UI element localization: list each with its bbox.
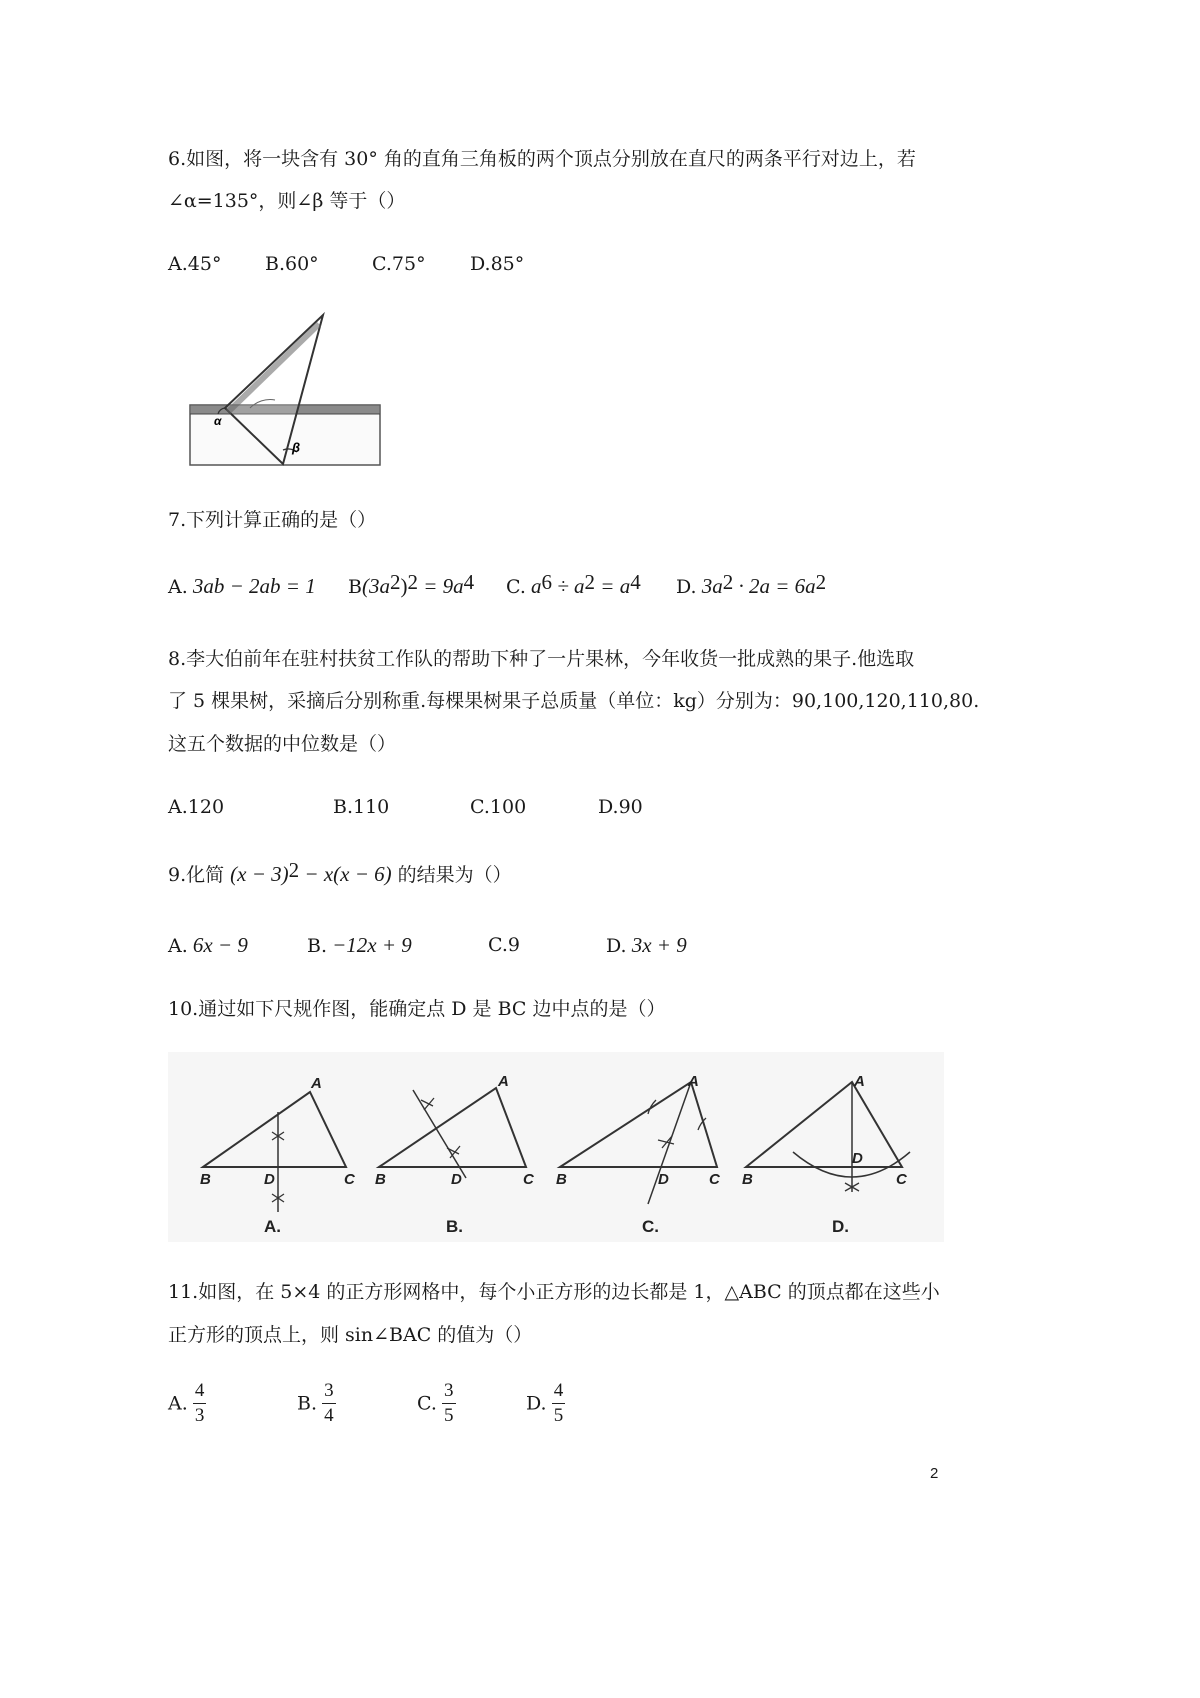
q11-option-d-label: D. xyxy=(526,1392,547,1415)
fig-d-point-b: B xyxy=(742,1171,753,1188)
q11-option-d-fraction xyxy=(552,1379,566,1428)
fig-caption-b: B. xyxy=(446,1217,463,1236)
q6-ruler-triangle-figure xyxy=(180,300,390,475)
q7-option-a xyxy=(168,574,316,599)
fig-b-point-d: D xyxy=(451,1171,462,1188)
q6-option-a: A.45° xyxy=(168,253,222,275)
q8-stem-line2: 了 5 棵果树，采摘后分别称重.每棵果树果子总质量（单位：kg）分别为：90,100,120,110,80. xyxy=(168,690,980,712)
q6-option-d: D.85° xyxy=(470,253,525,275)
q7-option-d xyxy=(676,570,827,599)
fig-a-point-a: A xyxy=(311,1075,322,1092)
q11-option-a-num: 4 xyxy=(193,1379,207,1404)
q8-stem-line3: 这五个数据的中位数是（） xyxy=(168,733,397,755)
q7-option-b-label: B xyxy=(348,576,362,598)
q9-option-d-expr: 3x + 9 xyxy=(631,933,687,957)
q6-stem-line2: ∠α=135°，则∠β 等于（） xyxy=(168,190,406,212)
q11-option-b xyxy=(297,1379,336,1428)
q8-option-c: C.100 xyxy=(470,796,527,818)
q9-expr-b: − x(x − 6) xyxy=(299,862,392,886)
q7-option-b-mid: ) xyxy=(400,574,408,598)
q11-stem-line2: 正方形的顶点上，则 sin∠BAC 的值为（） xyxy=(168,1324,533,1346)
q11-option-a xyxy=(168,1379,206,1428)
q6-option-b: B.60° xyxy=(265,253,319,275)
q9-option-b-expr: −12x + 9 xyxy=(332,933,412,957)
fig-d-point-a: A xyxy=(854,1073,865,1090)
q8-option-d: D.90 xyxy=(598,796,643,818)
q11-option-d xyxy=(526,1379,565,1428)
q7-option-b-exp2: 2 xyxy=(407,570,418,594)
q11-option-d-den: 5 xyxy=(553,1405,564,1426)
fig-a-point-d: D xyxy=(264,1171,275,1188)
q7-option-b-rhs: = 9a xyxy=(417,574,464,598)
q9-expr-exp: 2 xyxy=(288,858,300,882)
q11-option-c xyxy=(417,1379,456,1428)
page-number: 2 xyxy=(930,1465,939,1482)
q7-option-c-label: C. xyxy=(506,576,526,598)
fig-a-point-b: B xyxy=(200,1171,211,1188)
q11-option-c-num: 3 xyxy=(442,1379,456,1404)
fig-c-point-c: C xyxy=(709,1171,720,1188)
q9-stem xyxy=(168,858,512,887)
q7-option-b-exp3: 4 xyxy=(463,570,475,594)
q9-option-c-expr: 9 xyxy=(507,934,520,956)
q7-option-d-mid: · 2a = 6a xyxy=(733,574,816,598)
q11-option-b-num: 3 xyxy=(322,1379,336,1404)
q7-option-d-a: 3a xyxy=(701,574,723,598)
q7-option-c xyxy=(506,570,641,599)
q7-option-b-exp1: 2 xyxy=(389,570,401,594)
q7-option-d-e2: 2 xyxy=(815,570,827,594)
q11-stem-line1: 11.如图，在 5×4 的正方形网格中，每个小正方形的边长都是 1，△ABC 的顶点都在这些小 xyxy=(168,1281,940,1303)
q6-stem-line1: 6.如图，将一块含有 30° 角的直角三角板的两个顶点分别放在直尺的两条平行对边上，若 xyxy=(168,148,916,170)
q11-option-b-fraction xyxy=(322,1379,336,1428)
q9-option-b xyxy=(307,933,412,958)
q7-option-a-label: A. xyxy=(168,576,188,598)
q10-stem: 10.通过如下尺规作图，能确定点 D 是 BC 边中点的是（） xyxy=(168,998,666,1020)
fig-b-point-c: C xyxy=(523,1171,534,1188)
q11-option-c-fraction xyxy=(442,1379,456,1428)
q11-option-b-den: 4 xyxy=(324,1405,334,1426)
q9-stem-suffix: 的结果为（） xyxy=(391,864,512,886)
q7-stem: 7.下列计算正确的是（） xyxy=(168,509,377,531)
q7-option-b xyxy=(348,570,475,599)
q7-option-d-e1: 2 xyxy=(722,570,734,594)
q8-option-b: B.110 xyxy=(333,796,390,818)
q7-option-c-e3: 4 xyxy=(630,570,641,594)
q9-option-d xyxy=(606,933,687,958)
q7-option-c-op: ÷ a xyxy=(552,574,585,598)
q9-stem-prefix: 9.化简 xyxy=(168,864,231,886)
beta-label: β xyxy=(292,440,301,455)
fig-c-point-b: B xyxy=(556,1171,567,1188)
q11-option-b-label: B. xyxy=(297,1392,318,1415)
q9-expr-a: (x − 3) xyxy=(230,862,289,886)
fig-c-point-d: D xyxy=(658,1171,669,1188)
q7-option-d-label: D. xyxy=(676,576,697,598)
fig-c-point-a: A xyxy=(688,1073,699,1090)
q9-option-d-label: D. xyxy=(606,935,627,957)
q7-option-c-a1: a xyxy=(531,574,542,598)
q7-option-b-base: (3a xyxy=(361,574,390,598)
q9-option-a-label: A. xyxy=(168,935,188,957)
fig-d-point-c: C xyxy=(896,1171,907,1188)
q7-option-c-eq: = a xyxy=(595,574,631,598)
q11-option-a-label: A. xyxy=(168,1392,188,1415)
q9-option-c xyxy=(488,933,520,957)
q11-option-c-den: 5 xyxy=(444,1405,454,1426)
alpha-label: α xyxy=(214,414,222,428)
q11-option-a-den: 3 xyxy=(194,1405,205,1426)
fig-a-point-c: C xyxy=(344,1171,355,1188)
q11-option-c-label: C. xyxy=(417,1392,437,1415)
q7-option-c-e1: 6 xyxy=(541,570,552,594)
q8-option-a: A.120 xyxy=(168,796,225,818)
q9-option-b-label: B. xyxy=(307,935,328,957)
q9-option-c-label: C. xyxy=(488,934,508,956)
q6-option-c: C.75° xyxy=(372,253,426,275)
q8-stem-line1: 8.李大伯前年在驻村扶贫工作队的帮助下种了一片果林，今年收货一批成熟的果子.他选取 xyxy=(168,648,915,670)
q7-option-c-e2: 2 xyxy=(584,570,596,594)
fig-caption-c: C. xyxy=(642,1217,659,1236)
q10-construction-figures xyxy=(168,1052,944,1242)
fig-caption-a: A. xyxy=(264,1217,281,1236)
fig-caption-d: D. xyxy=(832,1217,849,1236)
q9-option-a-expr: 6x − 9 xyxy=(192,933,248,957)
fig-b-point-b: B xyxy=(375,1171,386,1188)
q9-option-a xyxy=(168,933,248,958)
fig-b-point-a: A xyxy=(498,1073,509,1090)
fig-d-point-d: D xyxy=(852,1150,863,1167)
q11-option-a-fraction xyxy=(193,1379,207,1428)
q7-option-a-expr: 3ab − 2ab = 1 xyxy=(192,574,316,598)
q11-option-d-num: 4 xyxy=(552,1379,566,1404)
